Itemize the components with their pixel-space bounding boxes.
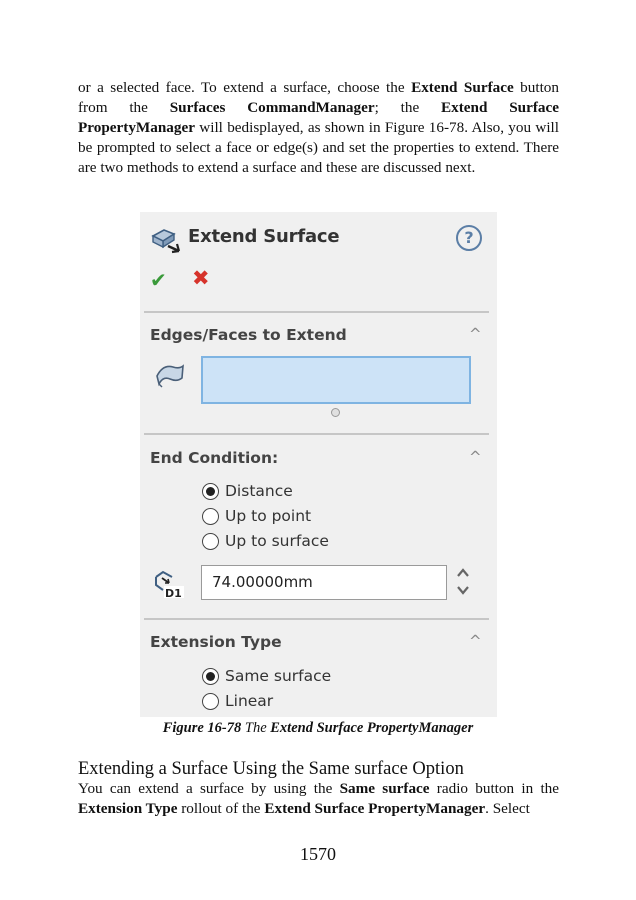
radio-label: Same surface <box>225 667 332 685</box>
radio-button-selected[interactable] <box>202 668 219 685</box>
radio-distance[interactable] <box>202 480 293 502</box>
text: or a selected face. To extend a surface, choose the <box>78 79 412 96</box>
divider <box>144 433 489 435</box>
stepper-up-icon[interactable] <box>456 567 470 579</box>
caption-title: Extend Surface PropertyManager <box>270 720 474 736</box>
panel-title: Extend Surface <box>188 226 340 247</box>
text: ; the <box>374 99 441 116</box>
page-number: 1570 <box>300 844 336 864</box>
bold-term: Same surface <box>339 780 430 797</box>
divider <box>144 311 489 313</box>
text: button from the <box>78 79 559 116</box>
radio-button[interactable] <box>202 508 219 525</box>
distance-icon <box>152 569 186 599</box>
face-selection-icon <box>153 360 187 390</box>
extend-surface-icon <box>150 224 182 254</box>
collapse-chevron-up-icon[interactable]: ^ <box>469 632 482 650</box>
radio-up-to-surface[interactable] <box>202 530 329 552</box>
radio-label: Linear <box>225 692 274 710</box>
text: . Select <box>485 800 530 817</box>
section-heading: Extending a Surface Using the Same surface Option <box>78 759 464 779</box>
radio-button-selected[interactable] <box>202 483 219 500</box>
radio-linear[interactable] <box>202 690 273 712</box>
text: will bedisplayed, as shown in Figure 16-78. Also, you will be prompted to select a face or edge(s) and set the properties to extend. There are two methods to extend a surface and these are discussed next. <box>78 119 559 176</box>
intro-paragraph <box>78 78 559 178</box>
cancel-x-icon[interactable]: ✖ <box>192 266 210 290</box>
section-title-edges-faces[interactable]: Edges/Faces to Extend <box>150 326 347 344</box>
text: You can extend a surface by using the <box>78 780 340 797</box>
radio-button[interactable] <box>202 693 219 710</box>
radio-up-to-point[interactable] <box>202 505 311 527</box>
collapse-chevron-up-icon[interactable]: ^ <box>469 325 482 343</box>
bold-term: Extension Type <box>78 800 178 817</box>
collapse-chevron-up-icon[interactable]: ^ <box>469 448 482 466</box>
bold-term: Extend Surface <box>411 79 514 96</box>
radio-label: Up to point <box>225 507 312 525</box>
text: radio button in the <box>429 780 559 797</box>
resize-handle[interactable] <box>331 408 340 417</box>
text: rollout of the <box>177 800 265 817</box>
bold-term: Extend Surface PropertyManager <box>264 800 486 817</box>
extend-surface-property-manager <box>140 212 497 717</box>
ok-check-icon[interactable]: ✔ <box>150 268 167 292</box>
figure-caption <box>0 720 636 737</box>
edges-faces-selection-box[interactable] <box>201 356 471 404</box>
radio-button[interactable] <box>202 533 219 550</box>
radio-label: Up to surface <box>225 532 329 550</box>
bold-term: Extend Surface PropertyManager <box>78 99 559 136</box>
radio-label: Distance <box>225 482 293 500</box>
divider <box>144 618 489 620</box>
distance-input[interactable]: 74.00000mm <box>201 565 447 600</box>
bold-term: Surfaces CommandManager <box>169 99 375 116</box>
figure-number: Figure 16-78 <box>162 720 242 736</box>
section-title-end-condition[interactable]: End Condition: <box>150 449 279 467</box>
caption-text: The <box>241 720 271 736</box>
stepper-down-icon[interactable] <box>456 584 470 596</box>
distance-icon-label: D1 <box>165 587 182 599</box>
section-title-extension-type[interactable]: Extension Type <box>150 633 282 651</box>
radio-same-surface[interactable] <box>202 665 331 687</box>
help-icon[interactable]: ? <box>456 225 482 251</box>
body-paragraph <box>78 779 559 819</box>
